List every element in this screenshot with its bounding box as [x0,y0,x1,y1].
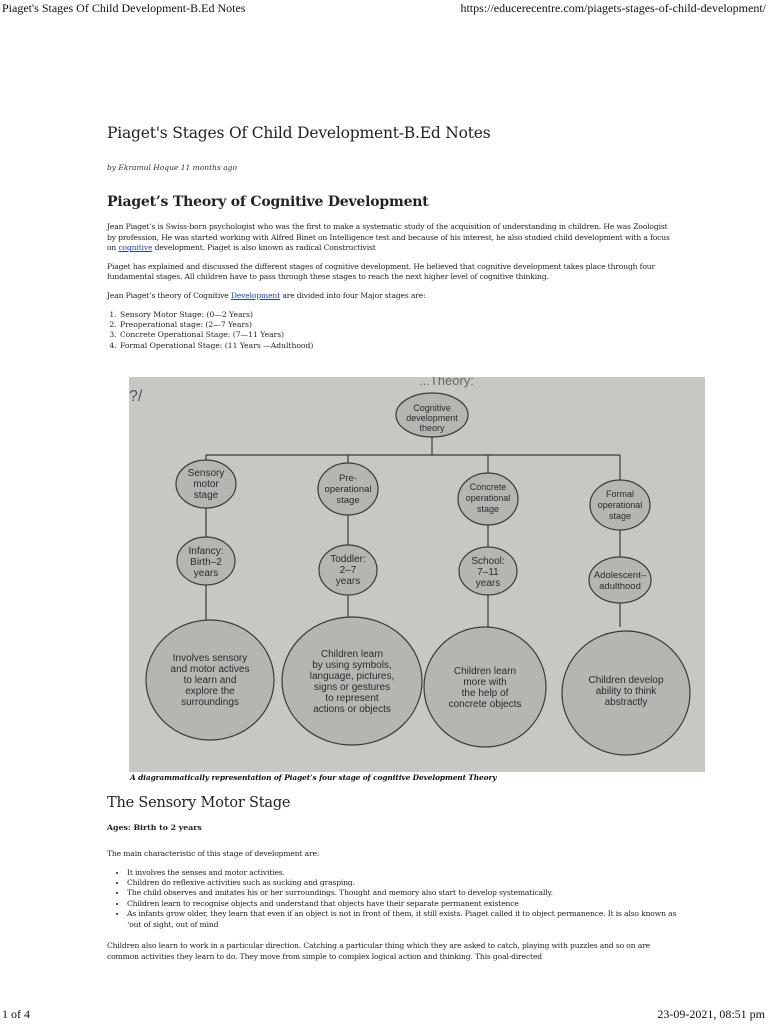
age-label: years [193,568,219,579]
corner-scrawl: ?/ [129,388,143,405]
description-label: concrete objects [448,699,522,710]
description-label: Involves sensory [172,653,248,664]
description-label: Children learn [320,649,384,660]
stage-item: 4. Formal Operational Stage: (11 Years —Adulthood) [119,341,677,351]
stage-label: operational [465,493,511,503]
paragraph-intro-text-end: development. Piaget is also known as radical Constructivist [152,243,376,253]
stage-label: stage [193,490,219,501]
stage-item: 3. Concrete Operational Stage: (7—11 Years) [119,330,677,340]
root-label-0: Cognitive [413,403,451,413]
paragraph-intro [107,222,677,254]
characteristics-list [127,868,677,930]
age-label: 2–7 [339,565,357,576]
diagram-caption: A diagrammatically representation of Piaget’s four stage of cognitive Development Theory [130,773,497,782]
age-label: years [475,578,501,589]
age-label: 7–11 [477,567,499,578]
paragraph-stages-intro-text: Jean Piaget’s theory of Cognitive [107,290,231,300]
ages-label: Ages: Birth to 2 years [107,823,202,832]
paragraph-stages-explained: Piaget has explained and discussed the different stages of cognitive development. He believed that cognitive development takes place through four fundamental stages. All children have to pass through these stages to reach the next higher level of cognitive thinking. [107,261,655,282]
description-label: the help of [461,688,509,699]
description-label: by using symbols, [312,660,392,671]
print-header-title: Piaget's Stages Of Child Development-B.Ed Notes [2,1,246,15]
paragraph-characteristics: The main characteristic of this stage of development are: [107,849,320,858]
stage-label: Sensory [187,468,225,479]
article-byline: by Ekramul Hoque 11 months ago [107,163,237,172]
section-heading-sensory-motor: The Sensory Motor Stage [107,795,291,811]
stage-item: 1. Sensory Motor Stage: (0—2 Years) [119,310,677,320]
paragraph-intro-text: Jean Piaget’s is Swiss-born psychologist who was the first to make a systematic study of the acquisition of understanding in children. He was Zoologist by profession, He was started working with Alfred Binet on Intelligence test and because of his interest, he also studied child development with a focus on [107,222,670,253]
age-label: Birth–2 [190,557,222,568]
description-label: Children develop [588,675,664,686]
description-label: more with [463,677,507,688]
stage-label: operational [597,500,643,510]
characteristic-item: • It involves the senses and motor activities. [127,868,677,878]
top-scrawl: ...Theory: [419,377,474,388]
page-count: 1 of 4 [2,1007,30,1021]
development-link[interactable]: Development [230,290,281,300]
root-label-2: theory [419,423,445,433]
description-label: to learn and [183,675,237,686]
characteristic-item: • Children do reflexive activities such as sucking and grasping. [127,878,677,888]
paragraph-goal-directed: Children also learn to work in a particular direction. Catching a particular thing which they are asked to catch, playing with puzzles and so on are common activities they learn to do. They move from simple to complex logical action and thinking. This goal-directed [107,941,650,961]
print-header [0,0,768,18]
characteristic-item: • As infants grow older, they learn that even if an object is not in front of them, it still exists. Piaget called it to object permanence. It is also known as ‘out of sight, out of mind [127,909,677,930]
cognitive-theory-diagram-photo [129,377,705,772]
diagram-svg [129,377,705,772]
section-heading-cognitive: Piaget’s Theory of Cognitive Development [107,194,429,210]
stage-label: motor [193,479,219,490]
stage-label: stage [608,511,632,521]
stage-label: Formal [605,489,635,499]
stage-label: stage [476,504,500,514]
age-label: Toddler: [330,554,366,565]
article-body [107,124,677,351]
root-label-1: development [406,413,458,423]
paragraph-stages-intro-text-end: are divided into four Major stages are: [280,290,426,300]
age-label: School: [471,556,505,567]
characteristic-item: • The child observes and imitates his or her surroundings. Thought and memory also start to develop systematically. [127,888,677,898]
description-label: surroundings [181,697,239,708]
description-label: Children learn [453,666,517,677]
stage-label: operational [324,484,372,495]
stage-item: 2. Preoperational stage: (2—7 Years) [119,320,677,330]
print-datetime: 23-09-2021, 08:51 pm [657,1007,765,1021]
age-label: years [335,576,361,587]
description-label: actions or objects [313,704,391,715]
print-header-url: https://educerecentre.com/piagets-stages-of-child-development/ [460,1,766,15]
description-label: explore the [185,686,235,697]
age-label: adulthood [599,581,641,592]
description-label: ability to think [595,686,657,697]
cognitive-link[interactable]: cognitive [118,243,153,253]
description-label: signs or gestures [313,682,391,693]
sensory-motor-section [107,795,677,970]
print-footer [0,1006,768,1024]
age-label: Adolescent– [593,570,647,581]
stage-label: Pre- [339,473,357,484]
description-label: to represent [325,693,379,704]
stage-label: Concrete [469,482,507,492]
stage-label: stage [336,495,360,506]
paragraph-stages-intro [107,291,677,302]
description-label: abstractly [604,697,648,708]
stages-list [119,310,677,352]
age-label: Infancy: [188,546,224,557]
description-label: language, pictures, [309,671,395,682]
characteristic-item: • Children learn to recognise objects and understand that objects have their separate permanent existence [127,899,677,909]
description-label: and motor actives [170,664,250,675]
article-title: Piaget's Stages Of Child Development-B.Ed Notes [107,124,491,142]
